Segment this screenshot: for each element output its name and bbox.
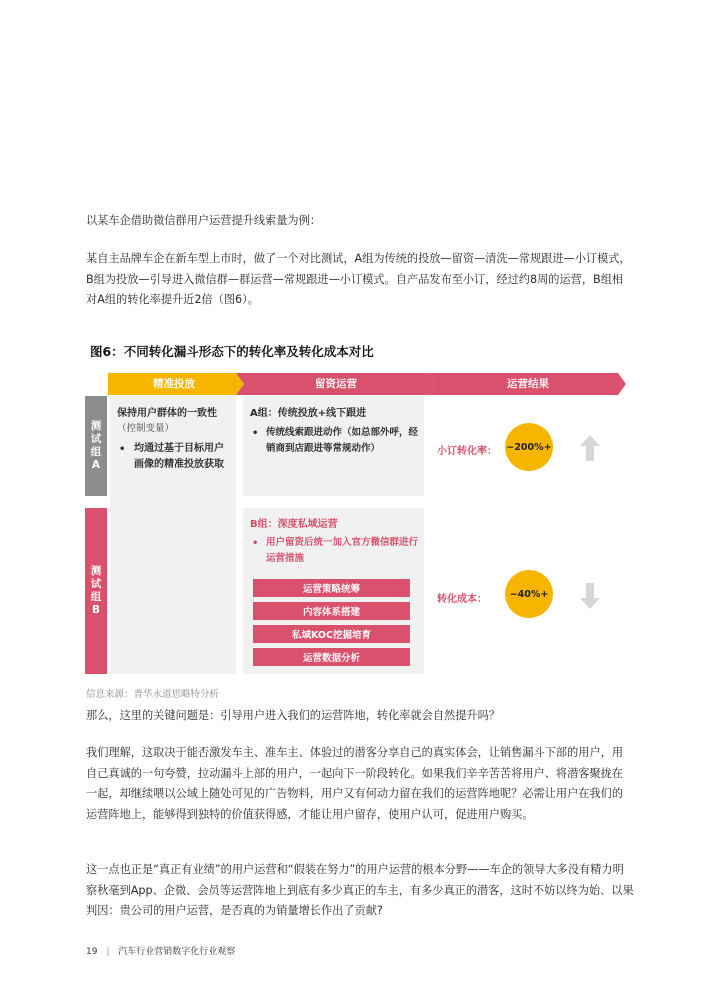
paragraph-2: 我们理解，这取决于能否激发车主、准车主、体验过的潜客分享自己的真实体会，让销售漏斗下部的用户，用自己真诚的一句夸赞，拉动漏斗上部的用户，一起向下一阶段转化。如果我们辛辛苦苦将用户、将潜客聚拢在一起，却继续喂以公域上随处可见的广告物料，用户又有何动力留在我们的运营阵地呢？必需让用户在我们的运营阵地上，能够得到独特的价值获得感，才能让用户留存，使用户认可，促进用户购买。 bbox=[86, 746, 624, 821]
header-results: 运营结果 bbox=[507, 378, 549, 390]
footer-title: 汽车行业营销数字化行业观察 bbox=[118, 947, 236, 957]
paragraph-3: 这一点也正是“真正有业绩”的用户运营和“假装在努力”的用户运营的根本分野——车企的领导大多没有精力明察秋毫到App、企微、会员等运营阵地上到底有多少真正的车主，有多少真正的潜客，这时不妨以终为始、以果判因：贵公司的用户运营，是否真的为销量增长作出了贡献? bbox=[86, 863, 634, 917]
pill-data: 运营数据分析 bbox=[253, 648, 410, 666]
figure-source: 信息来源：普华永道思略特分析 bbox=[86, 689, 220, 700]
group-a-bullet: 传统线索跟进动作（如总部外呼，经销商到店跟进等常规动作） bbox=[266, 427, 419, 454]
arrow-up-icon bbox=[580, 435, 600, 461]
left-bullet-dot: • bbox=[119, 444, 126, 455]
left-column-box bbox=[110, 396, 236, 674]
footer-separator: | bbox=[106, 947, 110, 957]
header-lead-operations: 留资运营 bbox=[315, 378, 357, 390]
pill-content: 内容体系搭建 bbox=[253, 602, 410, 620]
intro-line: 以某车企借助微信群用户运营提升线索量为例： bbox=[86, 214, 321, 227]
pill-strategy: 运营策略统筹 bbox=[253, 579, 410, 597]
result-a-label: 小订转化率： bbox=[437, 446, 497, 457]
figure-title: 图6：不同转化漏斗形态下的转化率及转化成本对比 bbox=[90, 344, 374, 359]
key-question: 那么，这里的关键问题是：引导用户进入我们的运营阵地，转化率就会自然提升吗？ bbox=[86, 709, 500, 722]
left-subtitle: （控制变量） bbox=[117, 423, 175, 434]
left-bullet: 均通过基于目标用户画像的精准投放获取 bbox=[134, 443, 224, 470]
group-a-bullet-dot: • bbox=[252, 428, 259, 439]
group-b-bullet-dot: • bbox=[252, 538, 259, 549]
paragraph-1: 某自主品牌车企在新车型上市时，做了一个对比测试，A组为传统的投放—留资—清洗—常规跟进—小订模式，B组为投放—引导进入微信群—群运营—常规跟进—小订模式。自产品发布至小订，经过约8周的运营，B组相对A组的转化率提升近2倍（图6）。 bbox=[86, 252, 631, 306]
pill-koc: 私域KOC挖掘培育 bbox=[253, 625, 410, 643]
group-a-tab: 测 试 组 A bbox=[85, 396, 107, 496]
group-b-title: B组：深度私域运营 bbox=[250, 519, 338, 530]
result-b-circle: ~40%+ bbox=[505, 570, 553, 618]
group-b-bullet: 用户留资后统一加入官方微信群进行运营措施 bbox=[266, 537, 419, 564]
group-b-tab: 测 试 组 B bbox=[85, 508, 107, 674]
group-a-title: A组：传统投放+线下跟进 bbox=[250, 408, 367, 419]
left-title: 保持用户群体的一致性 bbox=[117, 408, 217, 419]
result-a-circle: ~200%+ bbox=[505, 423, 553, 471]
result-b-label: 转化成本： bbox=[437, 594, 487, 605]
arrow-down-icon bbox=[580, 583, 600, 609]
footer bbox=[86, 944, 235, 957]
page-number: 19 bbox=[86, 947, 98, 957]
header-precise-targeting: 精准投放 bbox=[153, 378, 195, 390]
